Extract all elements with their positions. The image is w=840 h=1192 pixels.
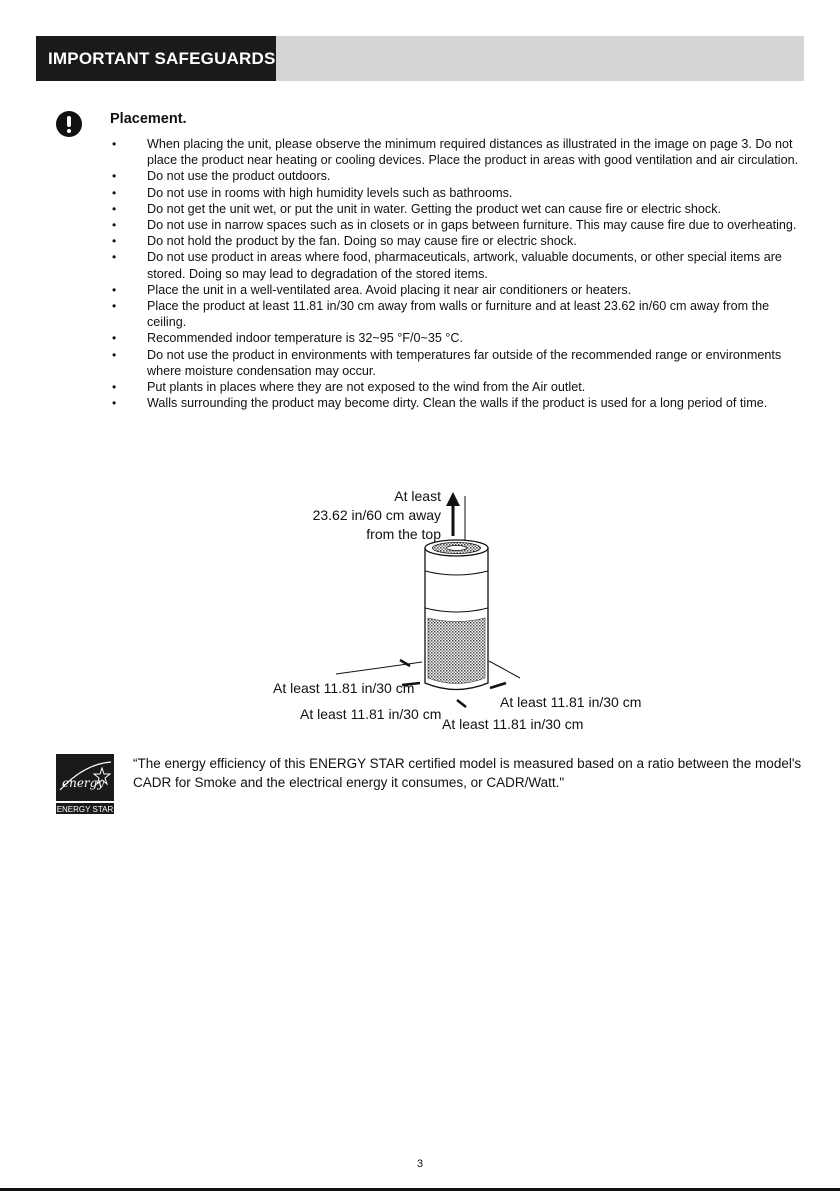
- list-item: • Walls surrounding the product may become dirty. Clean the walls if the product is used for a long period of time.: [110, 395, 810, 411]
- up-arrow: [446, 492, 460, 536]
- list-item: • When placing the unit, please observe the minimum required distances as illustrated in the image on page 3. Do not place the product near heating or cooling devices. Place the product in areas with good ventilation and air circulation.: [110, 136, 810, 168]
- energy-star-label: ENERGY STAR: [56, 805, 114, 814]
- header-bar: [36, 36, 804, 81]
- page-title: IMPORTANT SAFEGUARDS: [36, 36, 276, 81]
- list-item: • Do not use the product in environments with temperatures far outside of the recommended range or environments where moisture condensation may occur.: [110, 347, 810, 379]
- front-left-clearance-label: At least 11.81 in/30 cm: [300, 706, 442, 722]
- right-clearance-label: At least 11.81 in/30 cm: [500, 694, 642, 710]
- clearance-arrow-right: [490, 683, 506, 688]
- page-number: 3: [416, 1158, 424, 1170]
- left-clearance-label: At least 11.81 in/30 cm: [273, 680, 415, 696]
- air-purifier-illustration: [425, 540, 488, 690]
- list-item: • Do not hold the product by the fan. Doing so may cause fire or electric shock.: [110, 233, 810, 249]
- energy-script: energy: [62, 776, 105, 790]
- list-item: • Do not use in narrow spaces such as in closets or in gaps between furniture. This may cause fire due to overheating.: [110, 217, 810, 233]
- floor-line-right: [489, 661, 520, 678]
- placement-list: [110, 136, 810, 411]
- list-item: • Do not use in rooms with high humidity levels such as bathrooms.: [110, 185, 810, 201]
- top-label-line3: from the top: [366, 526, 441, 542]
- bottom-rule: [0, 1188, 840, 1191]
- front-right-clearance-label: At least 11.81 in/30 cm: [442, 716, 584, 732]
- energy-star-logo: [56, 754, 114, 814]
- exclamation-icon: [56, 111, 82, 137]
- top-label-line2: 23.62 in/60 cm away: [312, 507, 441, 523]
- list-item: • Do not use the product outdoors.: [110, 168, 810, 184]
- list-item: • Do not use product in areas where food, pharmaceuticals, artwork, valuable documents, or other special items are stored. Doing so may lead to degradation of the stored items.: [110, 249, 810, 281]
- top-label-line1: At least: [394, 488, 441, 504]
- list-item: • Put plants in places where they are not exposed to the wind from the Air outlet.: [110, 379, 810, 395]
- floor-line-left: [336, 662, 422, 674]
- list-item: • Do not get the unit wet, or put the unit in water. Getting the product wet can cause fire or electric shock.: [110, 201, 810, 217]
- clearance-diagram: [260, 478, 660, 740]
- list-item: • Place the product at least 11.81 in/30 cm away from walls or furniture and at least 23.62 in/60 cm away from the ceiling.: [110, 298, 810, 330]
- energy-star-statement: “The energy efficiency of this ENERGY STAR certified model is measured based on a ratio between the model's CADR for Smoke and the electrical energy it consumes, or CADR/Watt.": [133, 756, 802, 790]
- list-item: • Recommended indoor temperature is 32~95 °F/0~35 °C.: [110, 330, 810, 346]
- section-title: Placement.: [110, 111, 187, 127]
- list-item: • Place the unit in a well-ventilated area. Avoid placing it near air conditioners or heaters.: [110, 282, 810, 298]
- clearance-arrow-front-right: [457, 700, 466, 707]
